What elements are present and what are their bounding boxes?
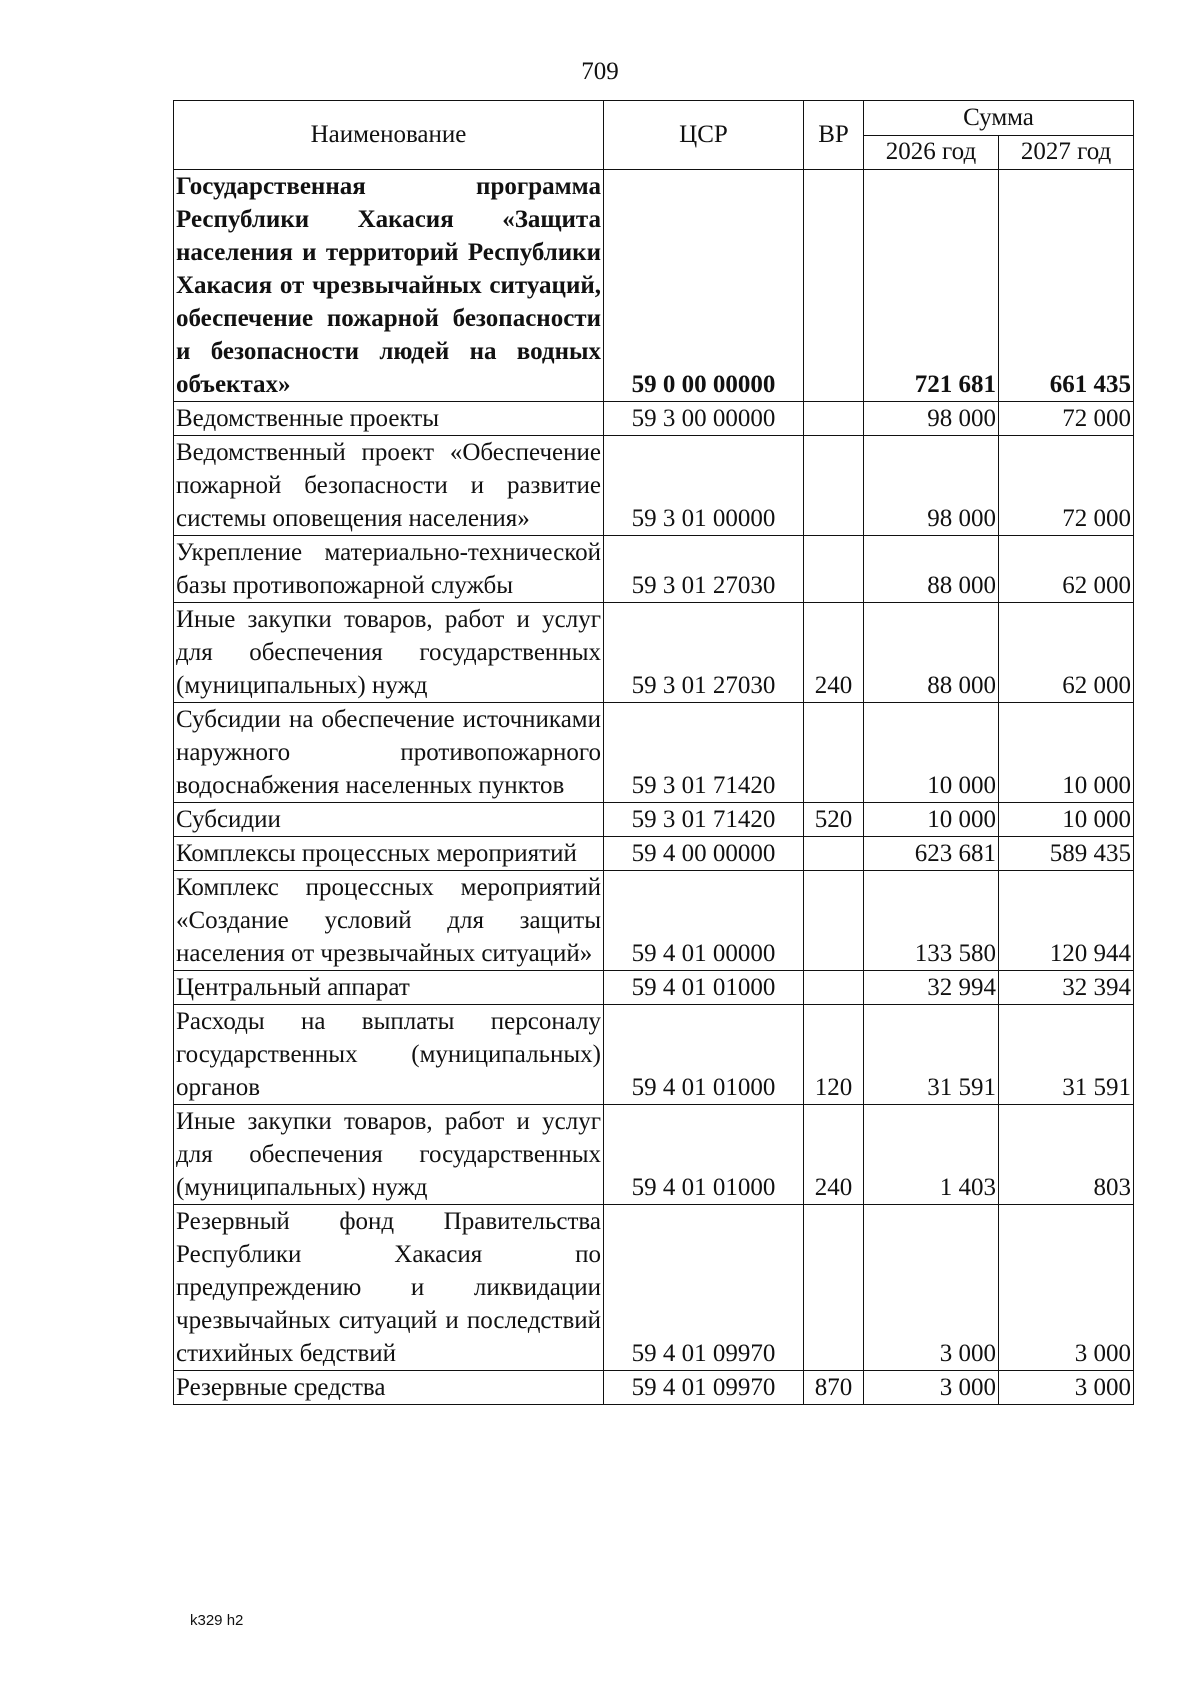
row-sum-2026: 10 000 [864,703,999,803]
row-sum-2026: 721 681 [864,170,999,402]
row-vr [804,1205,864,1371]
table-header-row [174,101,1134,136]
row-name: Иные закупки товаров, работ и услуг для обеспечения государственных (муниципальных) нужд [174,1105,604,1205]
row-vr: 520 [804,803,864,837]
row-vr [804,536,864,603]
row-sum-2027: 120 944 [999,871,1134,971]
row-sum-2026: 10 000 [864,803,999,837]
row-vr [804,703,864,803]
row-vr: 240 [804,1105,864,1205]
table-row [174,1205,1134,1371]
row-sum-2026: 1 403 [864,1105,999,1205]
row-vr: 870 [804,1371,864,1405]
table-body [174,170,1134,1405]
row-name: Расходы на выплаты персоналу государственных (муниципальных) органов [174,1005,604,1105]
page-number: 709 [581,58,619,85]
row-csr: 59 4 01 01000 [604,1005,804,1105]
row-name: Иные закупки товаров, работ и услуг для обеспечения государственных (муниципальных) нужд [174,603,604,703]
row-sum-2026: 133 580 [864,871,999,971]
budget-table [173,100,1134,1405]
row-sum-2026: 32 994 [864,971,999,1005]
table-row [174,603,1134,703]
row-sum-2026: 98 000 [864,436,999,536]
table-row [174,1371,1134,1405]
row-sum-2027: 62 000 [999,603,1134,703]
row-csr: 59 3 01 27030 [604,536,804,603]
row-sum-2026: 31 591 [864,1005,999,1105]
row-vr [804,436,864,536]
row-sum-2027: 661 435 [999,170,1134,402]
column-header-name: Наименование [174,101,604,170]
row-csr: 59 4 01 00000 [604,871,804,971]
column-header-2026: 2026 год [864,135,999,170]
row-name: Субсидии на обеспечение источниками наружного противопожарного водоснабжения населенных пунктов [174,703,604,803]
row-name: Резервные средства [174,1371,604,1405]
row-name: Комплекс процессных мероприятий «Создание условий для защиты населения от чрезвычайных ситуаций» [174,871,604,971]
row-vr [804,871,864,971]
table-row [174,971,1134,1005]
row-vr: 120 [804,1005,864,1105]
row-name: Государственная программа Республики Хакасия «Защита населения и территорий Республики Хакасия от чрезвычайных ситуаций, обеспечение пожарной безопасности и безопасности людей на водных объектах» [174,170,604,402]
row-sum-2027: 72 000 [999,402,1134,436]
table-row [174,402,1134,436]
row-csr: 59 3 01 71420 [604,703,804,803]
table-row [174,170,1134,402]
row-csr: 59 3 01 71420 [604,803,804,837]
row-name: Центральный аппарат [174,971,604,1005]
row-csr: 59 3 00 00000 [604,402,804,436]
row-vr: 240 [804,603,864,703]
row-csr: 59 4 00 00000 [604,837,804,871]
column-header-csr: ЦСР [604,101,804,170]
row-sum-2027: 803 [999,1105,1134,1205]
footer-code: k329 h2 [190,1612,244,1629]
row-sum-2027: 31 591 [999,1005,1134,1105]
row-name: Резервный фонд Правительства Республики Хакасия по предупреждению и ликвидации чрезвычайных ситуаций и последствий стихийных бедствий [174,1205,604,1371]
row-csr: 59 4 01 09970 [604,1205,804,1371]
table-row [174,436,1134,536]
column-header-sum: Сумма [864,101,1134,136]
row-sum-2027: 10 000 [999,703,1134,803]
row-sum-2027: 72 000 [999,436,1134,536]
row-name: Укрепление материально-технической базы противопожарной службы [174,536,604,603]
row-vr [804,170,864,402]
row-sum-2026: 3 000 [864,1205,999,1371]
row-csr: 59 4 01 09970 [604,1371,804,1405]
row-vr [804,402,864,436]
row-sum-2026: 88 000 [864,603,999,703]
row-sum-2027: 589 435 [999,837,1134,871]
row-sum-2027: 10 000 [999,803,1134,837]
row-name: Ведомственные проекты [174,402,604,436]
row-sum-2027: 3 000 [999,1371,1134,1405]
row-vr [804,837,864,871]
row-csr: 59 4 01 01000 [604,1105,804,1205]
row-csr: 59 3 01 00000 [604,436,804,536]
row-csr: 59 0 00 00000 [604,170,804,402]
table-row [174,837,1134,871]
table-row [174,871,1134,971]
table-row [174,703,1134,803]
row-csr: 59 4 01 01000 [604,971,804,1005]
row-csr: 59 3 01 27030 [604,603,804,703]
row-sum-2026: 3 000 [864,1371,999,1405]
row-name: Ведомственный проект «Обеспечение пожарной безопасности и развитие системы оповещения населения» [174,436,604,536]
row-sum-2026: 88 000 [864,536,999,603]
row-sum-2027: 3 000 [999,1205,1134,1371]
table-row [174,1105,1134,1205]
column-header-2027: 2027 год [999,135,1134,170]
table-row [174,536,1134,603]
row-sum-2027: 32 394 [999,971,1134,1005]
column-header-vr: ВР [804,101,864,170]
table-row [174,1005,1134,1105]
row-name: Комплексы процессных мероприятий [174,837,604,871]
row-sum-2026: 98 000 [864,402,999,436]
row-sum-2026: 623 681 [864,837,999,871]
row-name: Субсидии [174,803,604,837]
table-row [174,803,1134,837]
row-sum-2027: 62 000 [999,536,1134,603]
row-vr [804,971,864,1005]
